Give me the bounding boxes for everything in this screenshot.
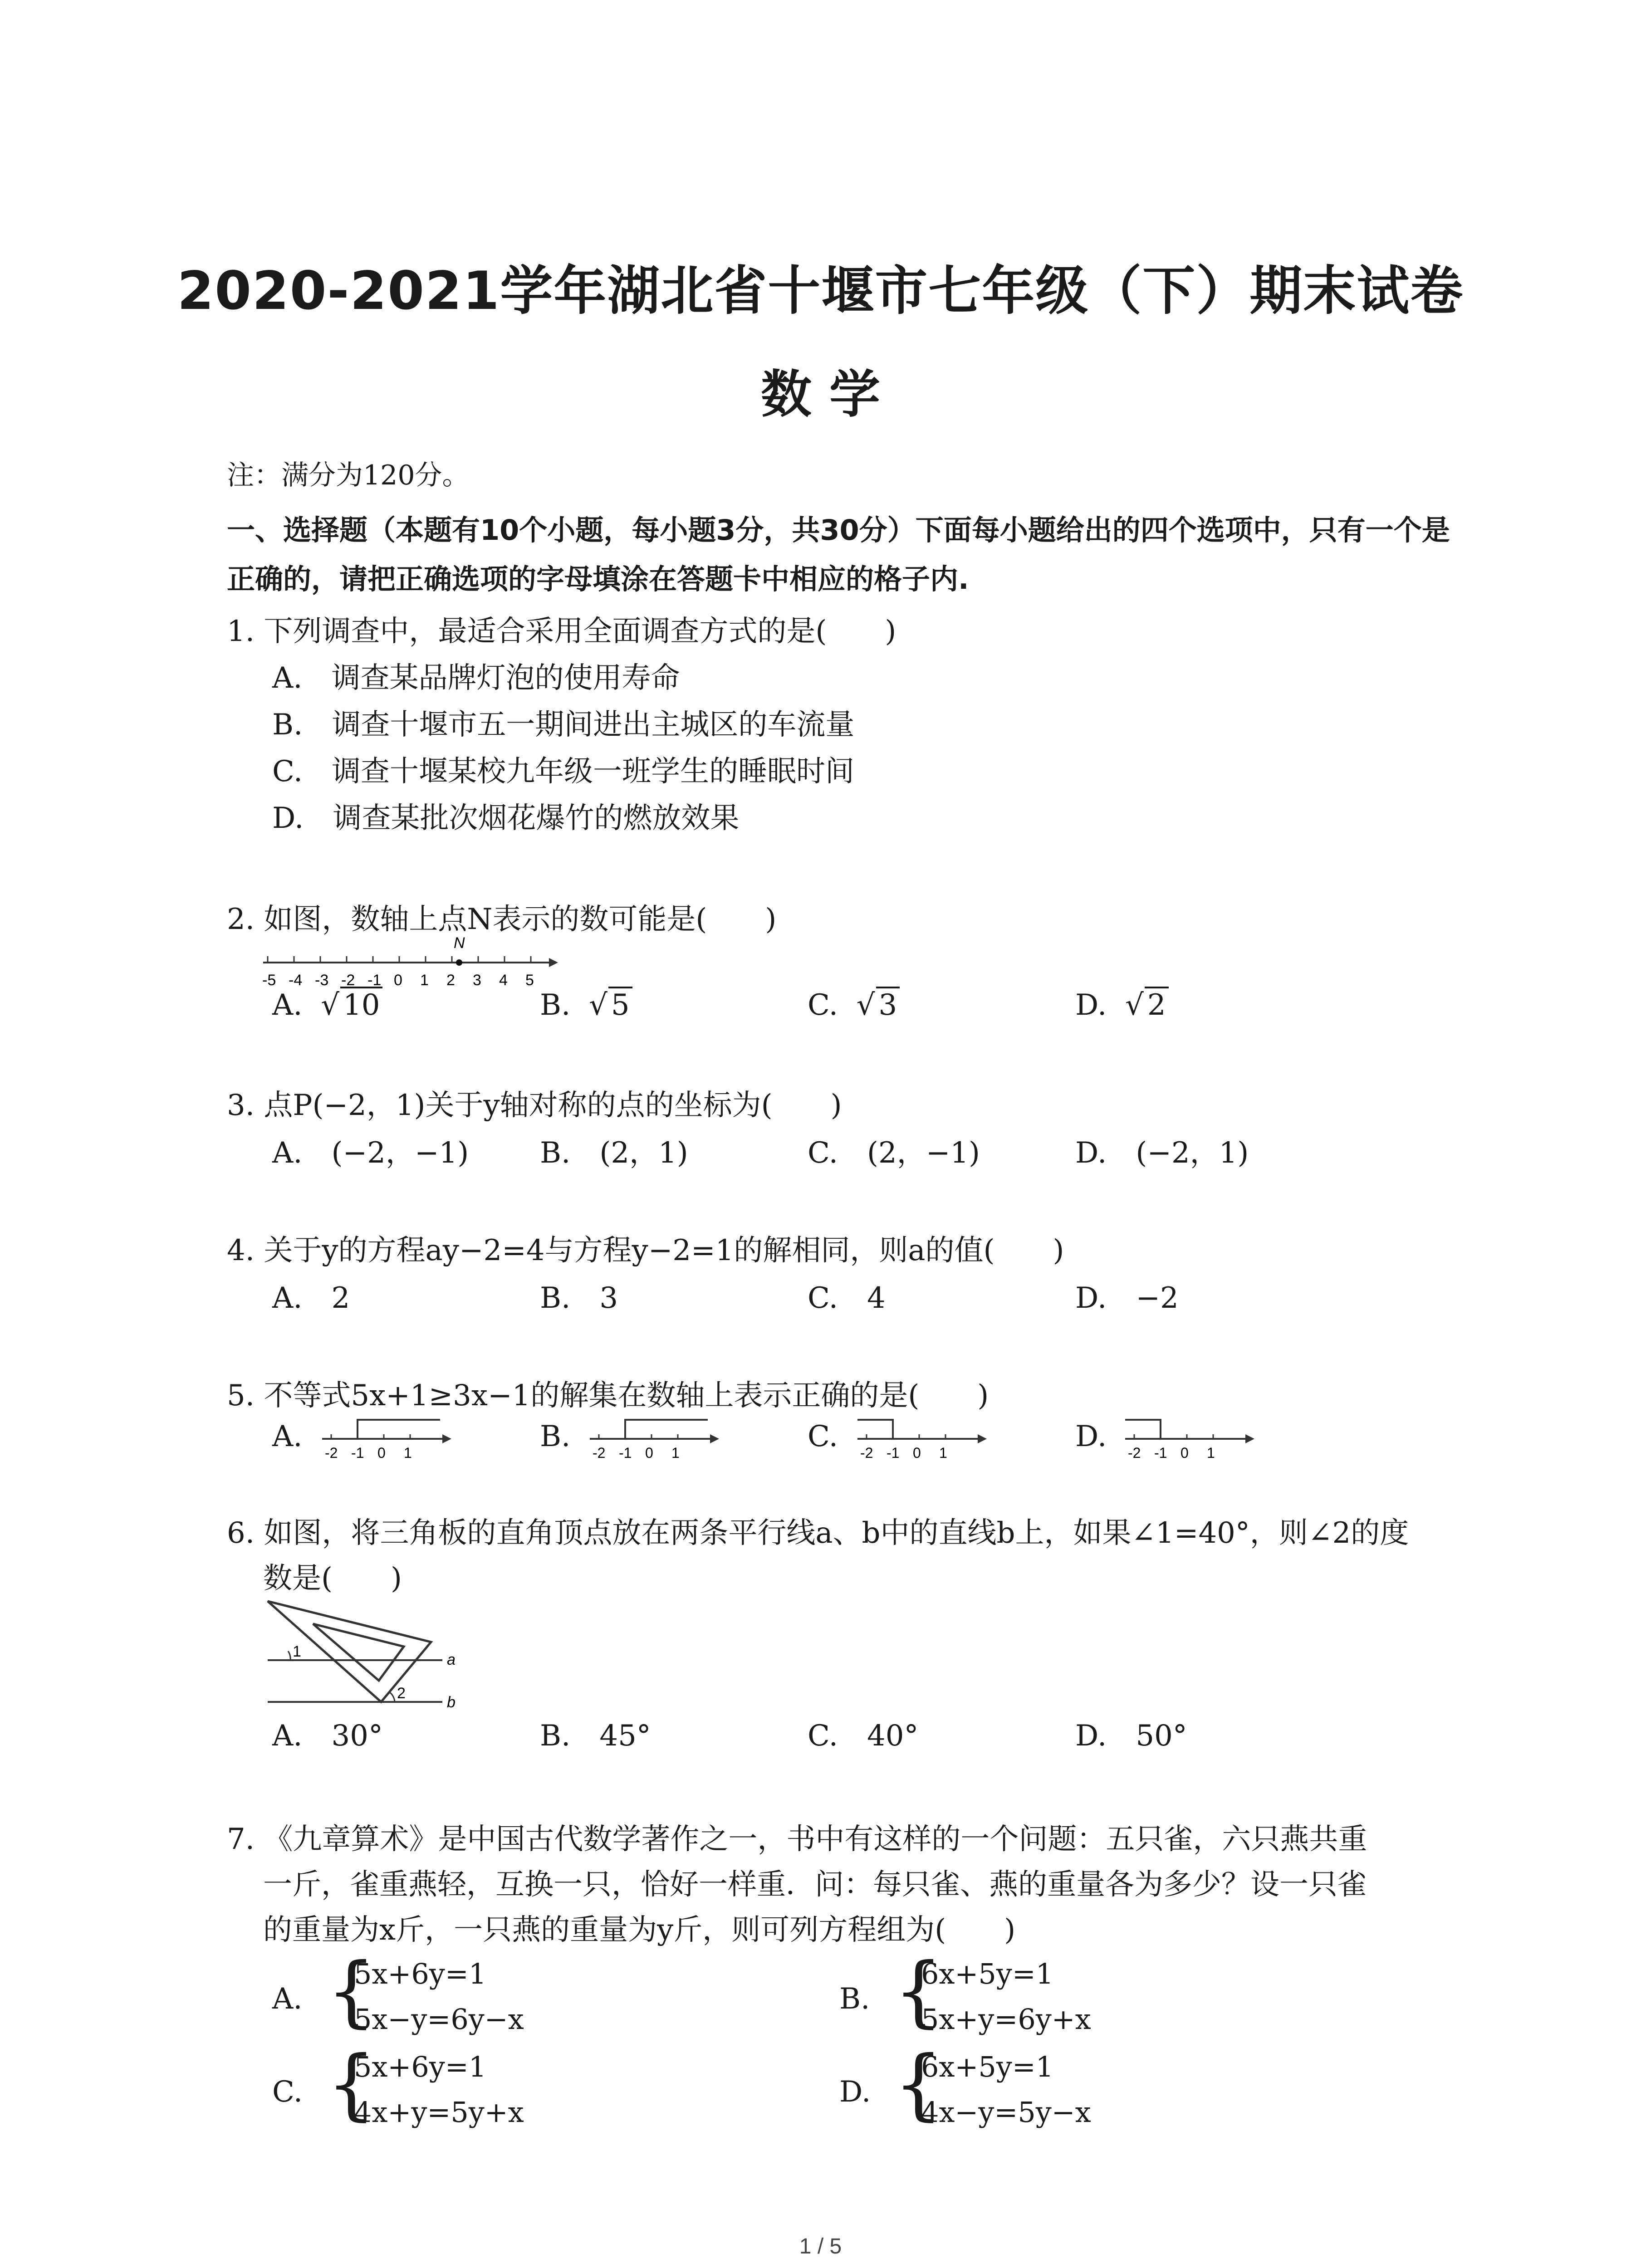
triangle-ruler-outer (268, 1601, 431, 1702)
axis-tick-label: -1 (887, 1445, 900, 1461)
axis-tick-label: -1 (351, 1445, 364, 1461)
brace-symbol: { (894, 2039, 943, 2129)
question-2-stem: 2. 如图，数轴上点N表示的数可能是( ) (227, 903, 777, 936)
line-a-label: a (447, 1651, 456, 1668)
number-line-figure (259, 934, 558, 993)
axis-tick-label: -2 (593, 1445, 606, 1461)
sqrt-symbol: √ 10 (321, 987, 382, 1022)
brace-symbol: { (894, 1946, 943, 2036)
question-1-option-b[interactable]: B. 调查十堰市五一期间进出主城区的车流量 (272, 708, 855, 742)
question-7-stem-line-1: 7. 《九章算术》是中国古代数学著作之一，书中有这样的一个问题：五只雀，六只燕共重 (227, 1823, 1367, 1856)
number-line-option-a (318, 1411, 454, 1465)
axis-tick-label: 5 (525, 972, 534, 989)
question-6-stem-line-2: 数是( ) (263, 1562, 402, 1595)
sqrt-symbol: √ 2 (1125, 987, 1169, 1022)
number-line-option-d (1121, 1411, 1257, 1465)
axis-tick-label: -3 (315, 972, 329, 989)
question-5-stem: 5. 不等式5x+1≥3x−1的解集在数轴上表示正确的是( ) (227, 1379, 989, 1413)
section-heading: 一、选择题（本题有10个小题，每小题3分，共30分）下面每小题给出的四个选项中，只有一个是正确的，请把正确选项的字母填涂在答题卡中相应的格子内. (227, 513, 1450, 596)
axis-tick-label: 0 (394, 972, 402, 989)
point-n-marker (456, 959, 462, 966)
axis-tick-label: -2 (341, 972, 355, 989)
question-3-option-c[interactable]: C. (2，−1) (808, 1136, 980, 1170)
axis-tick-label: -1 (1154, 1445, 1167, 1461)
axis-tick-label: -2 (1128, 1445, 1141, 1461)
number-line-option-b (585, 1411, 721, 1465)
question-5-option-b[interactable]: B. (540, 1420, 571, 1453)
question-5-option-a[interactable]: A. (272, 1420, 303, 1453)
question-6-option-b[interactable]: B. 45° (540, 1719, 651, 1753)
question-6-option-a[interactable]: A. 30° (272, 1719, 383, 1753)
exam-title: 2020-2021学年湖北省十堰市七年级（下）期末试卷 (177, 260, 1464, 322)
question-7-stem-line-3: 的重量为x斤，一只燕的重量为y斤，则可列方程组为( ) (263, 1913, 1016, 1947)
axis-tick-label: 1 (404, 1445, 412, 1461)
question-5-option-c[interactable]: C. (808, 1420, 838, 1453)
question-1-stem: 1. 下列调查中，最适合采用全面调查方式的是( ) (227, 615, 896, 648)
point-n-label: N (454, 934, 465, 952)
question-2-option-b[interactable]: B. √ 5 (540, 987, 632, 1022)
axis-tick-label: 1 (1207, 1445, 1215, 1461)
axis-tick-label: 1 (420, 972, 429, 989)
solution-set-marker (857, 1420, 893, 1439)
angle-2-label: 2 (397, 1685, 406, 1702)
question-4-option-d[interactable]: D. −2 (1075, 1281, 1179, 1315)
axis-tick-label: 0 (913, 1445, 921, 1461)
axis-tick-label: -2 (860, 1445, 873, 1461)
question-3-option-a[interactable]: A. (−2，−1) (272, 1136, 469, 1170)
solution-set-marker (1125, 1420, 1161, 1439)
axis-tick-label: 1 (671, 1445, 680, 1461)
axis-tick-label: 2 (446, 972, 455, 989)
question-4-stem: 4. 关于y的方程ay−2=4与方程y−2=1的解相同，则a的值( ) (227, 1234, 1064, 1267)
question-2-option-a[interactable]: A. √ 10 (272, 987, 382, 1022)
question-2-option-d[interactable]: D. √ 2 (1075, 987, 1169, 1022)
question-6-option-d[interactable]: D. 50° (1075, 1719, 1187, 1753)
brace-symbol: { (327, 1946, 376, 2036)
axis-tick-label: 0 (1181, 1445, 1189, 1461)
solution-set-marker (625, 1420, 708, 1439)
axis-tick-label: 3 (473, 972, 481, 989)
axis-tick-label: 1 (939, 1445, 947, 1461)
question-1-option-a[interactable]: A. 调查某品牌灯泡的使用寿命 (272, 661, 680, 695)
question-6-stem-line-1: 6. 如图，将三角板的直角顶点放在两条平行线a、b中的直线b上，如果∠1=40°，则∠2的度 (227, 1516, 1409, 1550)
page-number: 1 / 5 (799, 2234, 842, 2258)
solution-set-marker (358, 1420, 440, 1439)
sqrt-symbol: √ 3 (857, 987, 900, 1022)
question-3-option-b[interactable]: B. (2，1) (540, 1136, 688, 1170)
question-4-option-a[interactable]: A. 2 (272, 1281, 350, 1315)
question-2-option-c[interactable]: C. √ 3 (808, 987, 900, 1022)
axis-tick-label: -2 (325, 1445, 338, 1461)
question-3-option-d[interactable]: D. (−2，1) (1075, 1136, 1249, 1170)
axis-tick-label: -5 (262, 972, 276, 989)
subject-heading: 数 学 (761, 365, 880, 424)
question-3-stem: 3. 点P(−2，1)关于y轴对称的点的坐标为( ) (227, 1089, 842, 1122)
question-5-option-d[interactable]: D. (1075, 1420, 1107, 1453)
axis-tick-label: -4 (289, 972, 303, 989)
question-6-option-c[interactable]: C. 40° (808, 1719, 919, 1753)
number-line-option-c (853, 1411, 989, 1465)
score-note: 注：满分为120分。 (227, 459, 470, 491)
question-4-option-c[interactable]: C. 4 (808, 1281, 886, 1315)
triangle-ruler-figure (263, 1597, 472, 1715)
question-1-option-c[interactable]: C. 调查十堰某校九年级一班学生的睡眠时间 (272, 755, 855, 788)
question-4-option-b[interactable]: B. 3 (540, 1281, 618, 1315)
brace-symbol: { (327, 2039, 376, 2129)
axis-tick-label: -1 (619, 1445, 632, 1461)
axis-tick-label: -1 (367, 972, 382, 989)
angle-1-label: 1 (293, 1643, 301, 1660)
question-7-stem-line-2: 一斤，雀重燕轻，互换一只，恰好一样重．问：每只雀、燕的重量各为多少？设一只雀 (263, 1868, 1367, 1901)
question-1-option-d[interactable]: D. 调查某批次烟花爆竹的燃放效果 (272, 802, 740, 835)
axis-tick-label: 0 (645, 1445, 653, 1461)
axis-tick-label: 4 (499, 972, 508, 989)
axis-tick-label: 0 (377, 1445, 386, 1461)
line-b-label: b (447, 1694, 456, 1711)
sqrt-symbol: √ 5 (589, 987, 632, 1022)
